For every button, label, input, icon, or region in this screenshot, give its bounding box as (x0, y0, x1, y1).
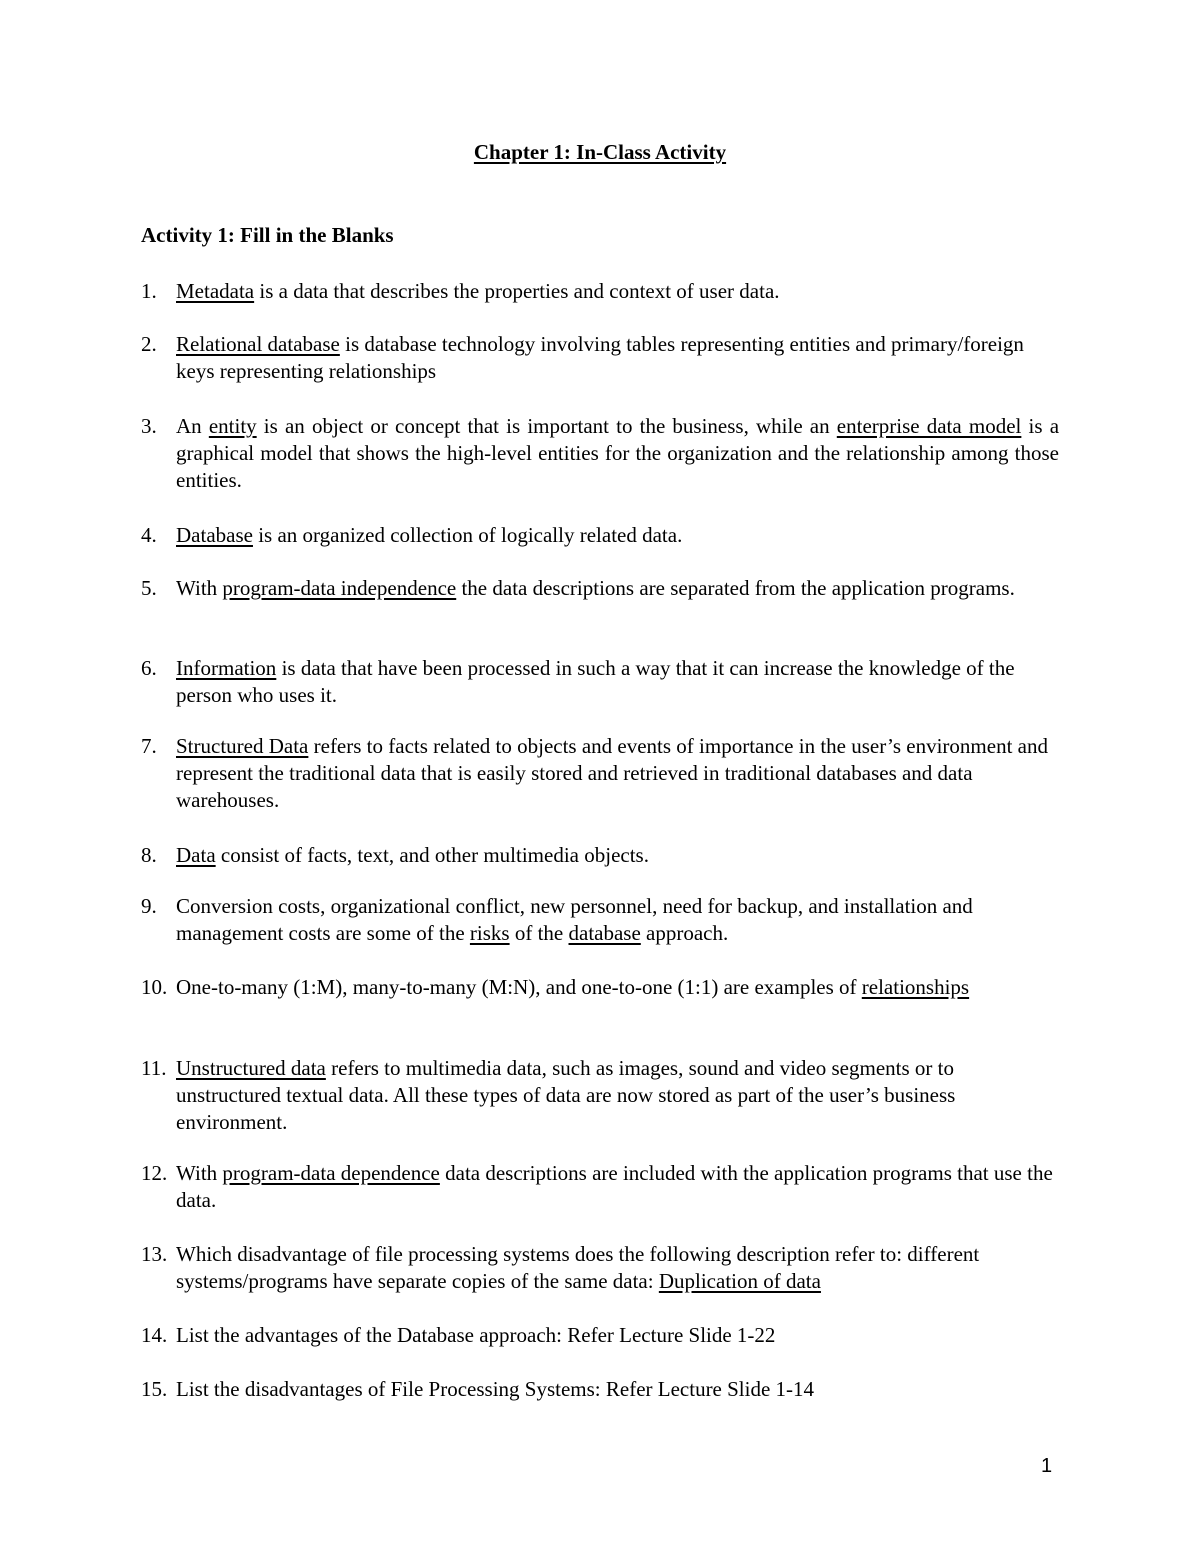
blank-answer: Metadata (176, 279, 255, 303)
question-text (176, 331, 1059, 385)
question-text-segment: approach. (640, 921, 729, 945)
question-item (141, 278, 1059, 305)
blank-answer: program-data dependence (222, 1161, 440, 1185)
question-text (176, 842, 1059, 869)
question-number: 11. (141, 1056, 167, 1080)
page-number: 1 (1041, 1455, 1053, 1477)
blank-answer: database (568, 921, 641, 945)
question-text-segment: is a graphical model that shows the high-level entities for the organization and the relationship among those entities. (176, 414, 1060, 492)
question-text (176, 1241, 1059, 1295)
question-text (176, 733, 1059, 814)
blank-answer: entity (208, 414, 257, 438)
question-number: 9. (141, 894, 157, 918)
question-number: 4. (141, 523, 157, 547)
question-text (176, 1376, 1059, 1403)
question-text-segment: List the disadvantages of File Processing Systems: Refer Lecture Slide 1-14 (176, 1377, 815, 1401)
question-item (141, 522, 1059, 549)
question-item (141, 575, 1059, 602)
blank-answer: Database (176, 523, 253, 547)
activity-heading: Activity 1: Fill in the Blanks (141, 223, 394, 247)
blank-answer: risks (469, 921, 510, 945)
question-number: 10. (141, 975, 168, 999)
question-text (176, 278, 1059, 305)
question-text-segment: An (176, 414, 209, 438)
question-number: 14. (141, 1323, 168, 1347)
question-number: 5. (141, 576, 157, 600)
question-text (176, 1160, 1059, 1214)
question-item (141, 1160, 1059, 1214)
question-item (141, 842, 1059, 869)
question-text-segment: One-to-many (1:M), many-to-many (M:N), and one-to-one (1:1) are examples of (176, 975, 862, 999)
question-number: 12. (141, 1161, 168, 1185)
question-text (176, 974, 1059, 1001)
blank-answer: Duplication of data (658, 1269, 821, 1293)
question-item (141, 655, 1059, 709)
question-number: 1. (141, 279, 157, 303)
question-number: 3. (141, 414, 157, 438)
question-text-segment: is a data that describes the properties and context of user data. (254, 279, 780, 303)
blank-answer: enterprise data model (836, 414, 1022, 438)
question-text-segment: With (176, 576, 223, 600)
blank-answer: relationships (861, 975, 970, 999)
page-title: Chapter 1: In-Class Activity (473, 140, 727, 164)
blank-answer: Relational database (176, 332, 340, 356)
blank-answer: Unstructured data (176, 1056, 326, 1080)
question-text-segment: is database technology involving tables representing entities and primary/foreign keys representing relationships (176, 332, 1024, 383)
question-number: 8. (141, 843, 157, 867)
question-text (176, 413, 1059, 494)
question-item (141, 413, 1059, 494)
question-text (176, 575, 1059, 602)
question-text-segment: With (176, 1161, 223, 1185)
question-text-segment: Conversion costs, organizational conflict, new personnel, need for backup, and installation and management costs are some of the (176, 894, 973, 945)
question-item (141, 893, 1059, 947)
question-text-segment: data descriptions are included with the application programs that use the data. (176, 1161, 1053, 1212)
question-text-segment: of the (509, 921, 569, 945)
question-number: 2. (141, 332, 157, 356)
question-text-segment: is an organized collection of logically related data. (252, 523, 683, 547)
question-item (141, 974, 1059, 1001)
question-text (176, 655, 1059, 709)
question-text-segment: refers to multimedia data, such as images, sound and video segments or to unstructured textual data. All these types of data are now stored as part of the user’s business environment. (176, 1056, 956, 1134)
question-text (176, 1055, 1059, 1136)
blank-answer: Data (176, 843, 216, 867)
question-number: 7. (141, 734, 157, 758)
question-text-segment: List the advantages of the Database approach: Refer Lecture Slide 1-22 (176, 1323, 776, 1347)
question-text-segment: refers to facts related to objects and events of importance in the user’s environment and represent the traditional data that is easily stored and retrieved in traditional databases and data warehouses. (176, 734, 1048, 812)
question-number: 13. (141, 1242, 168, 1266)
question-number: 6. (141, 656, 157, 680)
question-text (176, 893, 1059, 947)
question-item (141, 1376, 1059, 1403)
question-text (176, 1322, 1059, 1349)
question-number: 15. (141, 1377, 168, 1401)
question-item (141, 1322, 1059, 1349)
question-text-segment: Which disadvantage of file processing systems does the following description refer to: different systems/programs have separate copies of the same data: (176, 1242, 980, 1293)
question-text-segment: is an object or concept that is important to the business, while an (256, 414, 837, 438)
blank-answer: Structured Data (176, 734, 309, 758)
question-item (141, 331, 1059, 385)
question-text-segment: the data descriptions are separated from the application programs. (456, 576, 1015, 600)
question-item (141, 1055, 1059, 1136)
blank-answer: program-data independence (222, 576, 457, 600)
question-text (176, 522, 1059, 549)
question-item (141, 1241, 1059, 1295)
question-text-segment: is data that have been processed in such a way that it can increase the knowledge of the person who uses it. (176, 656, 1015, 707)
question-text-segment: consist of facts, text, and other multimedia objects. (215, 843, 649, 867)
question-item (141, 733, 1059, 814)
blank-answer: Information (176, 656, 277, 680)
